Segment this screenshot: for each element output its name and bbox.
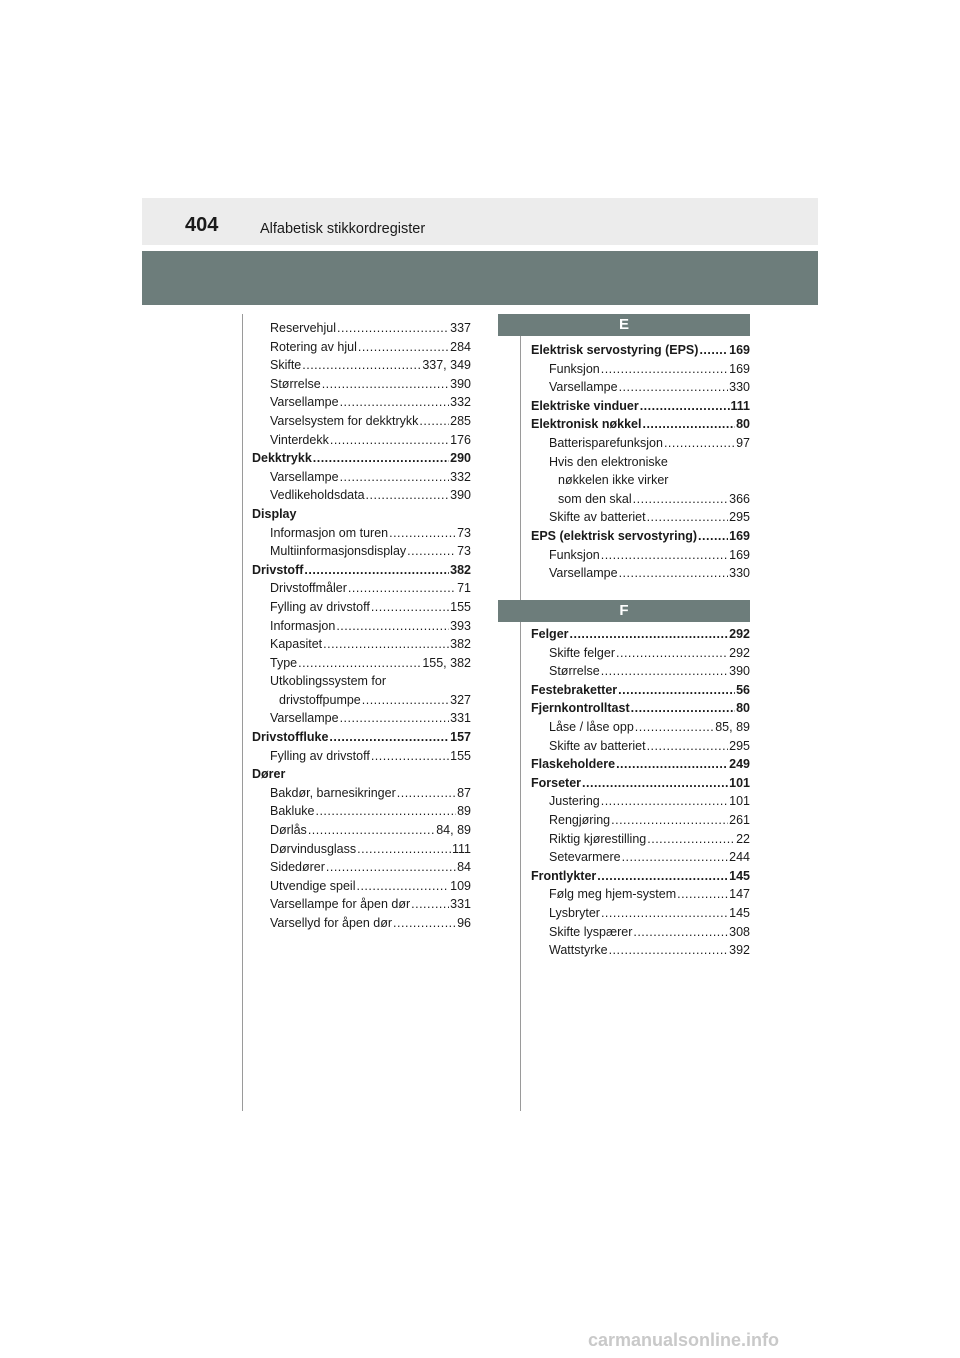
index-entry-page: 290 <box>450 451 471 466</box>
index-entry-page: 73 <box>457 544 471 559</box>
index-entry-page: 85, 89 <box>715 719 750 734</box>
index-entry-page: 71 <box>457 581 471 596</box>
index-entry-page: 87 <box>457 785 471 800</box>
index-entry-page: 249 <box>729 757 750 772</box>
index-entry-text: Drivstoffluke <box>252 730 329 745</box>
index-entry-text: Dører <box>252 767 286 782</box>
index-entry-sub <box>252 877 471 896</box>
leader-dots <box>362 691 449 710</box>
index-entry-sub <box>252 375 471 394</box>
index-entry-sub <box>531 453 750 472</box>
index-entry-text: Skifte lyspærer <box>549 924 633 939</box>
index-entry-sub <box>531 378 750 397</box>
index-entry-text: Funksjon <box>549 361 600 376</box>
index-entry-text: Reservehjul <box>270 321 337 335</box>
index-entry-page: 157 <box>450 730 471 745</box>
index-entry-text: Dørlås <box>270 823 307 838</box>
index-entry-text: Elektriske vinduer <box>531 398 639 413</box>
index-entry-page: 147 <box>729 887 750 902</box>
index-entry-text: Varsellyd for åpen dør <box>270 916 393 930</box>
index-entry-text: Funksjon <box>549 547 600 562</box>
index-entry-sub <box>252 895 471 914</box>
page-title: Alfabetisk stikkordregister <box>260 221 426 237</box>
leader-dots <box>622 848 729 867</box>
index-entry-sub <box>252 691 471 710</box>
index-entry-page: 331 <box>450 897 471 912</box>
index-entry-sub <box>252 914 471 933</box>
index-entry-text: Varsellampe <box>270 395 339 410</box>
leader-dots <box>326 858 456 877</box>
index-entry-text: Informasjon om turen <box>270 525 389 540</box>
index-entry-text: Batterisparefunksjon <box>549 435 663 450</box>
index-entry-main <box>252 561 471 580</box>
index-entry-text: Sidedører <box>270 860 325 875</box>
leader-dots <box>329 728 449 747</box>
index-entry-page: 327 <box>450 692 471 707</box>
index-entry-sub <box>252 579 471 598</box>
index-entry-page: 169 <box>729 547 750 562</box>
index-entry-text: Type <box>270 655 298 670</box>
index-entry-text: Kapasitet <box>270 637 323 652</box>
index-entry-text: Bakluke <box>270 804 315 819</box>
index-entry-sub <box>531 490 750 509</box>
index-entry-text: Vedlikeholdsdata <box>270 488 365 503</box>
index-entry-text: Forseter <box>531 775 582 790</box>
index-entry-page: 332 <box>450 469 471 484</box>
leader-dots <box>601 662 728 681</box>
index-entry-page: 295 <box>729 738 750 753</box>
index-entry-sub <box>252 524 471 543</box>
index-entry-main <box>252 505 471 524</box>
leader-dots <box>619 564 729 583</box>
leader-dots <box>664 434 735 453</box>
index-entry-sub <box>252 412 471 431</box>
index-entry-text: Rengjøring <box>549 812 611 827</box>
index-entry-sub <box>252 393 471 412</box>
leader-dots <box>348 579 456 598</box>
index-entry-page: 101 <box>729 794 750 809</box>
index-entry-page: 111 <box>730 398 750 413</box>
index-entry-page: 244 <box>729 850 750 865</box>
index-entry-text: Bakdør, barnesikringer <box>270 785 396 800</box>
leader-dots <box>357 840 451 859</box>
index-entry-sub <box>531 792 750 811</box>
index-section-e <box>531 341 750 583</box>
leader-dots <box>411 895 449 914</box>
index-entry-page: 145 <box>729 868 750 883</box>
index-entry-main <box>252 728 471 747</box>
index-entry-page: 382 <box>450 562 471 577</box>
index-entry-page: 331 <box>450 711 471 726</box>
index-entry-sub <box>252 486 471 505</box>
index-entry-text: Dørvindusglass <box>270 841 357 856</box>
leader-dots <box>647 830 735 849</box>
index-entry-sub <box>531 811 750 830</box>
index-entry-text: Wattstyrke <box>549 943 608 958</box>
index-entry-sub <box>252 858 471 877</box>
index-entry-text: Fylling av drivstoff <box>270 599 370 614</box>
leader-dots <box>397 784 456 803</box>
index-entry-sub <box>531 885 750 904</box>
index-entry-page: 390 <box>450 376 471 391</box>
index-entry-page: 80 <box>736 417 750 432</box>
leader-dots <box>330 431 449 450</box>
index-entry-sub <box>252 635 471 654</box>
index-entry-page: 284 <box>450 339 471 354</box>
index-entry-page: 155, 382 <box>422 655 471 670</box>
index-entry-sub <box>252 468 471 487</box>
index-entry-text: Skifte <box>270 358 302 373</box>
index-entry-page: 169 <box>729 343 750 357</box>
index-entry-main <box>531 867 750 886</box>
leader-dots <box>642 415 735 434</box>
index-entry-text: Skifte av batteriet <box>549 510 646 525</box>
leader-dots <box>340 393 450 412</box>
index-entry-sub <box>252 598 471 617</box>
leader-dots <box>371 747 449 766</box>
index-entry-sub <box>252 709 471 728</box>
index-entry-main <box>531 774 750 793</box>
section-header-f: F <box>498 600 750 622</box>
index-entry-page: 295 <box>729 510 750 525</box>
index-entry-text: Elektronisk nøkkel <box>531 417 642 432</box>
leader-dots <box>337 319 449 338</box>
index-entry-page: 308 <box>729 924 750 939</box>
index-entry-sub <box>252 821 471 840</box>
index-entry-text: Frontlykter <box>531 868 597 883</box>
header-band <box>142 251 818 305</box>
index-entry-page: 111 <box>451 841 471 856</box>
leader-dots <box>631 699 735 718</box>
leader-dots <box>322 375 449 394</box>
index-entry-text: Varselsystem for dekktrykk <box>270 413 419 428</box>
index-entry-text: Varsellampe for åpen dør <box>270 897 411 912</box>
middle-column-rule <box>520 314 521 1111</box>
left-column-rule <box>242 314 243 1111</box>
index-entry-page: 109 <box>450 878 471 893</box>
index-entry-sub <box>252 542 471 561</box>
index-entry-page: 261 <box>729 812 750 827</box>
index-entry-page: 292 <box>729 627 750 641</box>
index-entry-sub <box>531 662 750 681</box>
index-entry-text: Varsellampe <box>549 566 618 581</box>
index-entry-page: 176 <box>450 432 471 447</box>
index-entry-text: Rotering av hjul <box>270 339 357 354</box>
leader-dots <box>601 546 728 565</box>
index-entry-sub <box>252 802 471 821</box>
index-entry-sub <box>252 840 471 859</box>
index-entry-sub <box>531 848 750 867</box>
index-entry-text: Størrelse <box>270 376 321 391</box>
index-entry-main <box>531 397 750 416</box>
index-entry-sub <box>252 617 471 636</box>
index-entry-page: 285 <box>450 413 471 428</box>
index-entry-text: Festebraketter <box>531 682 618 697</box>
index-entry-page: 337 <box>450 321 471 335</box>
index-entry-page: 393 <box>450 618 471 633</box>
index-entry-text: Display <box>252 506 297 521</box>
index-entry-sub <box>531 508 750 527</box>
index-entry-page: 390 <box>450 488 471 503</box>
index-entry-text: Fylling av drivstoff <box>270 748 370 763</box>
index-entry-sub <box>531 718 750 737</box>
index-entry-text: Fjernkontrolltast <box>531 701 630 716</box>
index-entry-text: Skifte felger <box>549 645 616 660</box>
index-entry-page: 84 <box>457 860 471 875</box>
leader-dots <box>601 904 728 923</box>
page-header-bar <box>142 198 818 245</box>
index-entry-sub <box>531 904 750 923</box>
leader-dots <box>618 681 735 700</box>
index-entry-main <box>531 415 750 434</box>
leader-dots <box>616 755 728 774</box>
index-entry-text: Vinterdekk <box>270 432 329 447</box>
leader-dots <box>298 654 421 673</box>
index-entry-main <box>531 625 750 644</box>
index-entry-main <box>531 681 750 700</box>
index-entry-page: 390 <box>729 664 750 679</box>
index-entry-page: 101 <box>729 775 750 790</box>
index-entry-sub <box>531 471 750 490</box>
index-entry-sub <box>252 654 471 673</box>
leader-dots <box>611 811 728 830</box>
leader-dots <box>570 625 729 644</box>
index-entry-sub <box>252 319 471 338</box>
leader-dots <box>635 718 714 737</box>
index-entry-sub <box>531 923 750 942</box>
leader-dots <box>609 941 729 960</box>
leader-dots <box>340 709 450 728</box>
leader-dots <box>601 792 728 811</box>
index-entry-main <box>531 527 750 546</box>
index-section-f <box>531 625 750 960</box>
leader-dots <box>597 867 728 886</box>
index-entry-main <box>531 755 750 774</box>
index-entry-text: Varsellampe <box>549 380 618 395</box>
index-entry-page: 145 <box>729 905 750 920</box>
index-entry-text: Felger <box>531 627 569 641</box>
index-entry-sub <box>252 784 471 803</box>
leader-dots <box>340 468 450 487</box>
index-entry-text: Multiinformasjonsdisplay <box>270 544 407 559</box>
index-entry-sub <box>531 737 750 756</box>
leader-dots <box>698 527 728 546</box>
leader-dots <box>633 923 728 942</box>
index-entry-sub <box>531 564 750 583</box>
index-entry-page: 330 <box>729 566 750 581</box>
leader-dots <box>601 360 728 379</box>
index-entry-text: Dekktrykk <box>252 451 312 466</box>
leader-dots <box>647 737 729 756</box>
index-entry-main <box>252 765 471 784</box>
index-entry-page: 169 <box>729 361 750 376</box>
leader-dots <box>647 508 729 527</box>
index-entry-sub <box>531 546 750 565</box>
index-entry-page: 337, 349 <box>422 358 471 373</box>
leader-dots <box>616 644 728 663</box>
index-entry-text: Drivstoffmåler <box>270 581 347 596</box>
index-entry-text: drivstoffpumpe <box>279 692 361 707</box>
index-entry-text: Informasjon <box>270 618 336 633</box>
index-column-left <box>252 319 471 933</box>
index-entry-text: Riktig kjørestilling <box>549 831 647 846</box>
leader-dots <box>619 378 729 397</box>
index-entry-sub <box>531 434 750 453</box>
index-entry-page: 366 <box>729 491 750 506</box>
index-entry-main <box>252 449 471 468</box>
leader-dots <box>366 486 450 505</box>
watermark: carmanualsonline.info <box>588 1330 780 1350</box>
index-entry-page: 96 <box>457 916 471 930</box>
index-entry-page: 382 <box>450 637 471 652</box>
index-entry-sub <box>252 356 471 375</box>
leader-dots <box>699 341 728 360</box>
index-entry-page: 97 <box>736 435 750 450</box>
index-entry-sub <box>531 360 750 379</box>
index-entry-page: 332 <box>450 395 471 410</box>
page-number: 404 <box>185 214 219 236</box>
index-entry-sub <box>252 431 471 450</box>
index-entry-sub <box>531 644 750 663</box>
leader-dots <box>640 397 730 416</box>
leader-dots <box>419 412 449 431</box>
index-entry-text: Setevarmere <box>549 850 621 865</box>
leader-dots <box>323 635 449 654</box>
index-entry-text: Skifte av batteriet <box>549 738 646 753</box>
leader-dots <box>313 449 449 468</box>
leader-dots <box>304 561 449 580</box>
index-entry-page: 169 <box>729 528 750 543</box>
index-entry-text: Varsellampe <box>270 711 339 726</box>
index-entry-page: 330 <box>729 380 750 395</box>
leader-dots <box>315 802 456 821</box>
index-entry-sub <box>252 338 471 357</box>
section-header-e: E <box>498 314 750 336</box>
leader-dots <box>582 774 728 793</box>
index-entry-text: Følg meg hjem-system <box>549 887 677 902</box>
index-entry-text: Størrelse <box>549 664 600 679</box>
index-entry-page: 392 <box>729 943 750 958</box>
leader-dots <box>336 617 449 636</box>
leader-dots <box>393 914 456 933</box>
index-entry-text: Hvis den elektroniske <box>549 454 668 469</box>
index-entry-sub <box>252 672 471 691</box>
index-entry-text: EPS (elektrisk servostyring) <box>531 528 698 543</box>
leader-dots <box>389 524 456 543</box>
index-entry-page: 56 <box>736 682 750 697</box>
index-entry-text: Lysbryter <box>549 905 600 920</box>
index-entry-text: Låse / låse opp <box>549 719 634 734</box>
index-entry-text: Flaskeholdere <box>531 757 616 772</box>
leader-dots <box>677 885 728 904</box>
index-entry-text: som den skal <box>558 491 632 506</box>
index-entry-main <box>531 341 750 360</box>
index-entry-page: 155 <box>450 599 471 614</box>
index-entry-text: Elektrisk servostyring (EPS) <box>531 343 699 357</box>
leader-dots <box>308 821 435 840</box>
index-entry-page: 84, 89 <box>436 823 471 838</box>
leader-dots <box>633 490 728 509</box>
index-entry-sub <box>531 941 750 960</box>
index-entry-text: Drivstoff <box>252 562 304 577</box>
index-entry-text: Utvendige speil <box>270 878 356 893</box>
leader-dots <box>371 598 449 617</box>
index-entry-page: 292 <box>729 645 750 660</box>
index-entry-page: 22 <box>736 831 750 846</box>
leader-dots <box>407 542 456 561</box>
leader-dots <box>358 338 449 357</box>
index-entry-text: Utkoblingssystem for <box>270 674 387 689</box>
index-entry-page: 80 <box>736 701 750 716</box>
index-entry-page: 73 <box>457 525 471 540</box>
index-entry-sub <box>252 747 471 766</box>
index-entry-page: 89 <box>457 804 471 819</box>
index-entry-text: Justering <box>549 794 600 809</box>
leader-dots <box>356 877 449 896</box>
leader-dots <box>302 356 421 375</box>
index-entry-text: nøkkelen ikke virker <box>558 473 669 488</box>
index-entry-main <box>531 699 750 718</box>
index-entry-sub <box>531 830 750 849</box>
index-entry-page: 155 <box>450 748 471 763</box>
index-entry-text: Varsellampe <box>270 469 339 484</box>
